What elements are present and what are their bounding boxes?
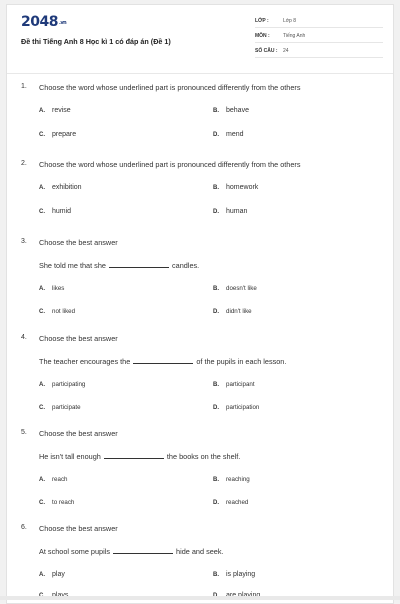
option-a[interactable] — [39, 476, 67, 483]
answer-blank — [104, 452, 164, 459]
meta-row-subject — [255, 28, 383, 43]
question-sentence — [39, 452, 240, 461]
option-text: is playing — [226, 571, 256, 578]
meta-row-count — [255, 43, 383, 58]
sentence-before: At school some pupils — [39, 547, 110, 556]
option-b[interactable] — [213, 184, 258, 191]
option-a[interactable] — [39, 571, 65, 578]
meta-value: Tiếng Anh — [283, 33, 306, 39]
question-sentence — [39, 261, 199, 270]
meta-key: SỐ CÂU : — [255, 48, 278, 54]
option-text: not liked — [52, 308, 76, 315]
option-letter: A. — [39, 286, 45, 292]
question-sentence — [39, 357, 286, 366]
option-text: participating — [52, 381, 86, 388]
option-letter: C. — [39, 132, 45, 138]
option-letter: A. — [39, 572, 45, 578]
option-a[interactable] — [39, 184, 82, 191]
option-letter: B. — [213, 286, 219, 292]
option-letter: D. — [213, 209, 219, 215]
option-letter: B. — [213, 185, 219, 191]
option-text: likes — [52, 285, 65, 292]
option-letter: B. — [213, 382, 219, 388]
option-text: didn't like — [226, 308, 252, 315]
option-a[interactable] — [39, 381, 85, 388]
sentence-before: The teacher encourages the — [39, 357, 131, 366]
option-d[interactable] — [213, 499, 248, 506]
option-text: reached — [226, 499, 249, 506]
option-c[interactable] — [39, 308, 75, 315]
option-letter: C. — [39, 309, 45, 315]
option-letter: C. — [39, 405, 45, 411]
option-text: to reach — [52, 499, 75, 506]
answer-blank — [109, 261, 169, 268]
question-number: 5. — [21, 429, 27, 436]
option-text: play — [52, 571, 65, 578]
option-letter: C. — [39, 500, 45, 506]
sentence-after: the books on the shelf. — [166, 452, 241, 461]
option-text: revise — [52, 107, 71, 114]
question-number: 6. — [21, 524, 27, 531]
option-text: participation — [226, 404, 260, 411]
option-letter: A. — [39, 477, 45, 483]
sentence-after: hide and seek. — [176, 547, 224, 556]
option-letter: C. — [39, 209, 45, 215]
question-prompt: Choose the word whose underlined part is pronounced differently from the others — [39, 83, 301, 92]
option-a[interactable] — [39, 285, 64, 292]
question-number: 1. — [21, 83, 27, 90]
exam-page — [6, 4, 394, 604]
bottom-scroll-area — [0, 596, 400, 600]
option-b[interactable] — [213, 107, 249, 114]
question-number: 4. — [21, 334, 27, 341]
option-letter: B. — [213, 572, 219, 578]
option-text: reach — [52, 476, 68, 483]
option-text: mend — [226, 131, 244, 138]
option-c[interactable] — [39, 499, 74, 506]
option-text: exhibition — [52, 184, 82, 191]
logo-main: 2048 — [21, 14, 58, 30]
option-text: reaching — [226, 476, 250, 483]
option-c[interactable] — [39, 208, 71, 215]
option-letter: D. — [213, 500, 219, 506]
question-sentence — [39, 547, 224, 556]
option-b[interactable] — [213, 571, 255, 578]
meta-value: 24 — [283, 48, 289, 54]
question-prompt: Choose the best answer — [39, 334, 118, 343]
question-prompt: Choose the word whose underlined part is pronounced differently from the others — [39, 160, 301, 169]
option-letter: A. — [39, 382, 45, 388]
option-text: behave — [226, 107, 249, 114]
option-d[interactable] — [213, 131, 244, 138]
option-d[interactable] — [213, 208, 247, 215]
option-text: human — [226, 208, 248, 215]
option-b[interactable] — [213, 285, 257, 292]
sentence-after: of the pupils in each lesson. — [196, 357, 287, 366]
option-letter: D. — [213, 309, 219, 315]
option-letter: B. — [213, 108, 219, 114]
option-c[interactable] — [39, 404, 81, 411]
sentence-before: She told me that she — [39, 261, 106, 270]
option-a[interactable] — [39, 107, 71, 114]
option-letter: D. — [213, 405, 219, 411]
option-text: prepare — [52, 131, 77, 138]
option-letter: A. — [39, 108, 45, 114]
question-prompt: Choose the best answer — [39, 524, 118, 533]
exam-title: Đề thi Tiếng Anh 8 Học kì 1 có đáp án (Đề 1) — [21, 37, 171, 46]
answer-blank — [133, 357, 193, 364]
header-divider — [7, 73, 393, 74]
meta-value: Lớp 8 — [283, 18, 297, 24]
option-b[interactable] — [213, 381, 255, 388]
option-d[interactable] — [213, 308, 252, 315]
answer-blank — [113, 547, 173, 554]
site-logo[interactable] — [21, 14, 66, 30]
option-b[interactable] — [213, 476, 250, 483]
option-letter: A. — [39, 185, 45, 191]
option-text: humid — [52, 208, 72, 215]
meta-row-class — [255, 13, 383, 28]
question-prompt: Choose the best answer — [39, 238, 118, 247]
option-text: homework — [226, 184, 259, 191]
meta-key: MÔN : — [255, 33, 270, 39]
question-prompt: Choose the best answer — [39, 429, 118, 438]
question-number: 3. — [21, 238, 27, 245]
sentence-before: He isn't tall enough — [39, 452, 101, 461]
meta-key: LỚP : — [255, 18, 269, 24]
question-number: 2. — [21, 160, 27, 167]
option-d[interactable] — [213, 404, 259, 411]
logo-suffix: .vn — [58, 20, 67, 26]
sentence-after: candles. — [172, 261, 200, 270]
option-c[interactable] — [39, 131, 76, 138]
option-letter: D. — [213, 132, 219, 138]
option-text: participant — [226, 381, 255, 388]
option-letter: B. — [213, 477, 219, 483]
option-text: doesn't like — [226, 285, 257, 292]
option-text: participate — [52, 404, 81, 411]
